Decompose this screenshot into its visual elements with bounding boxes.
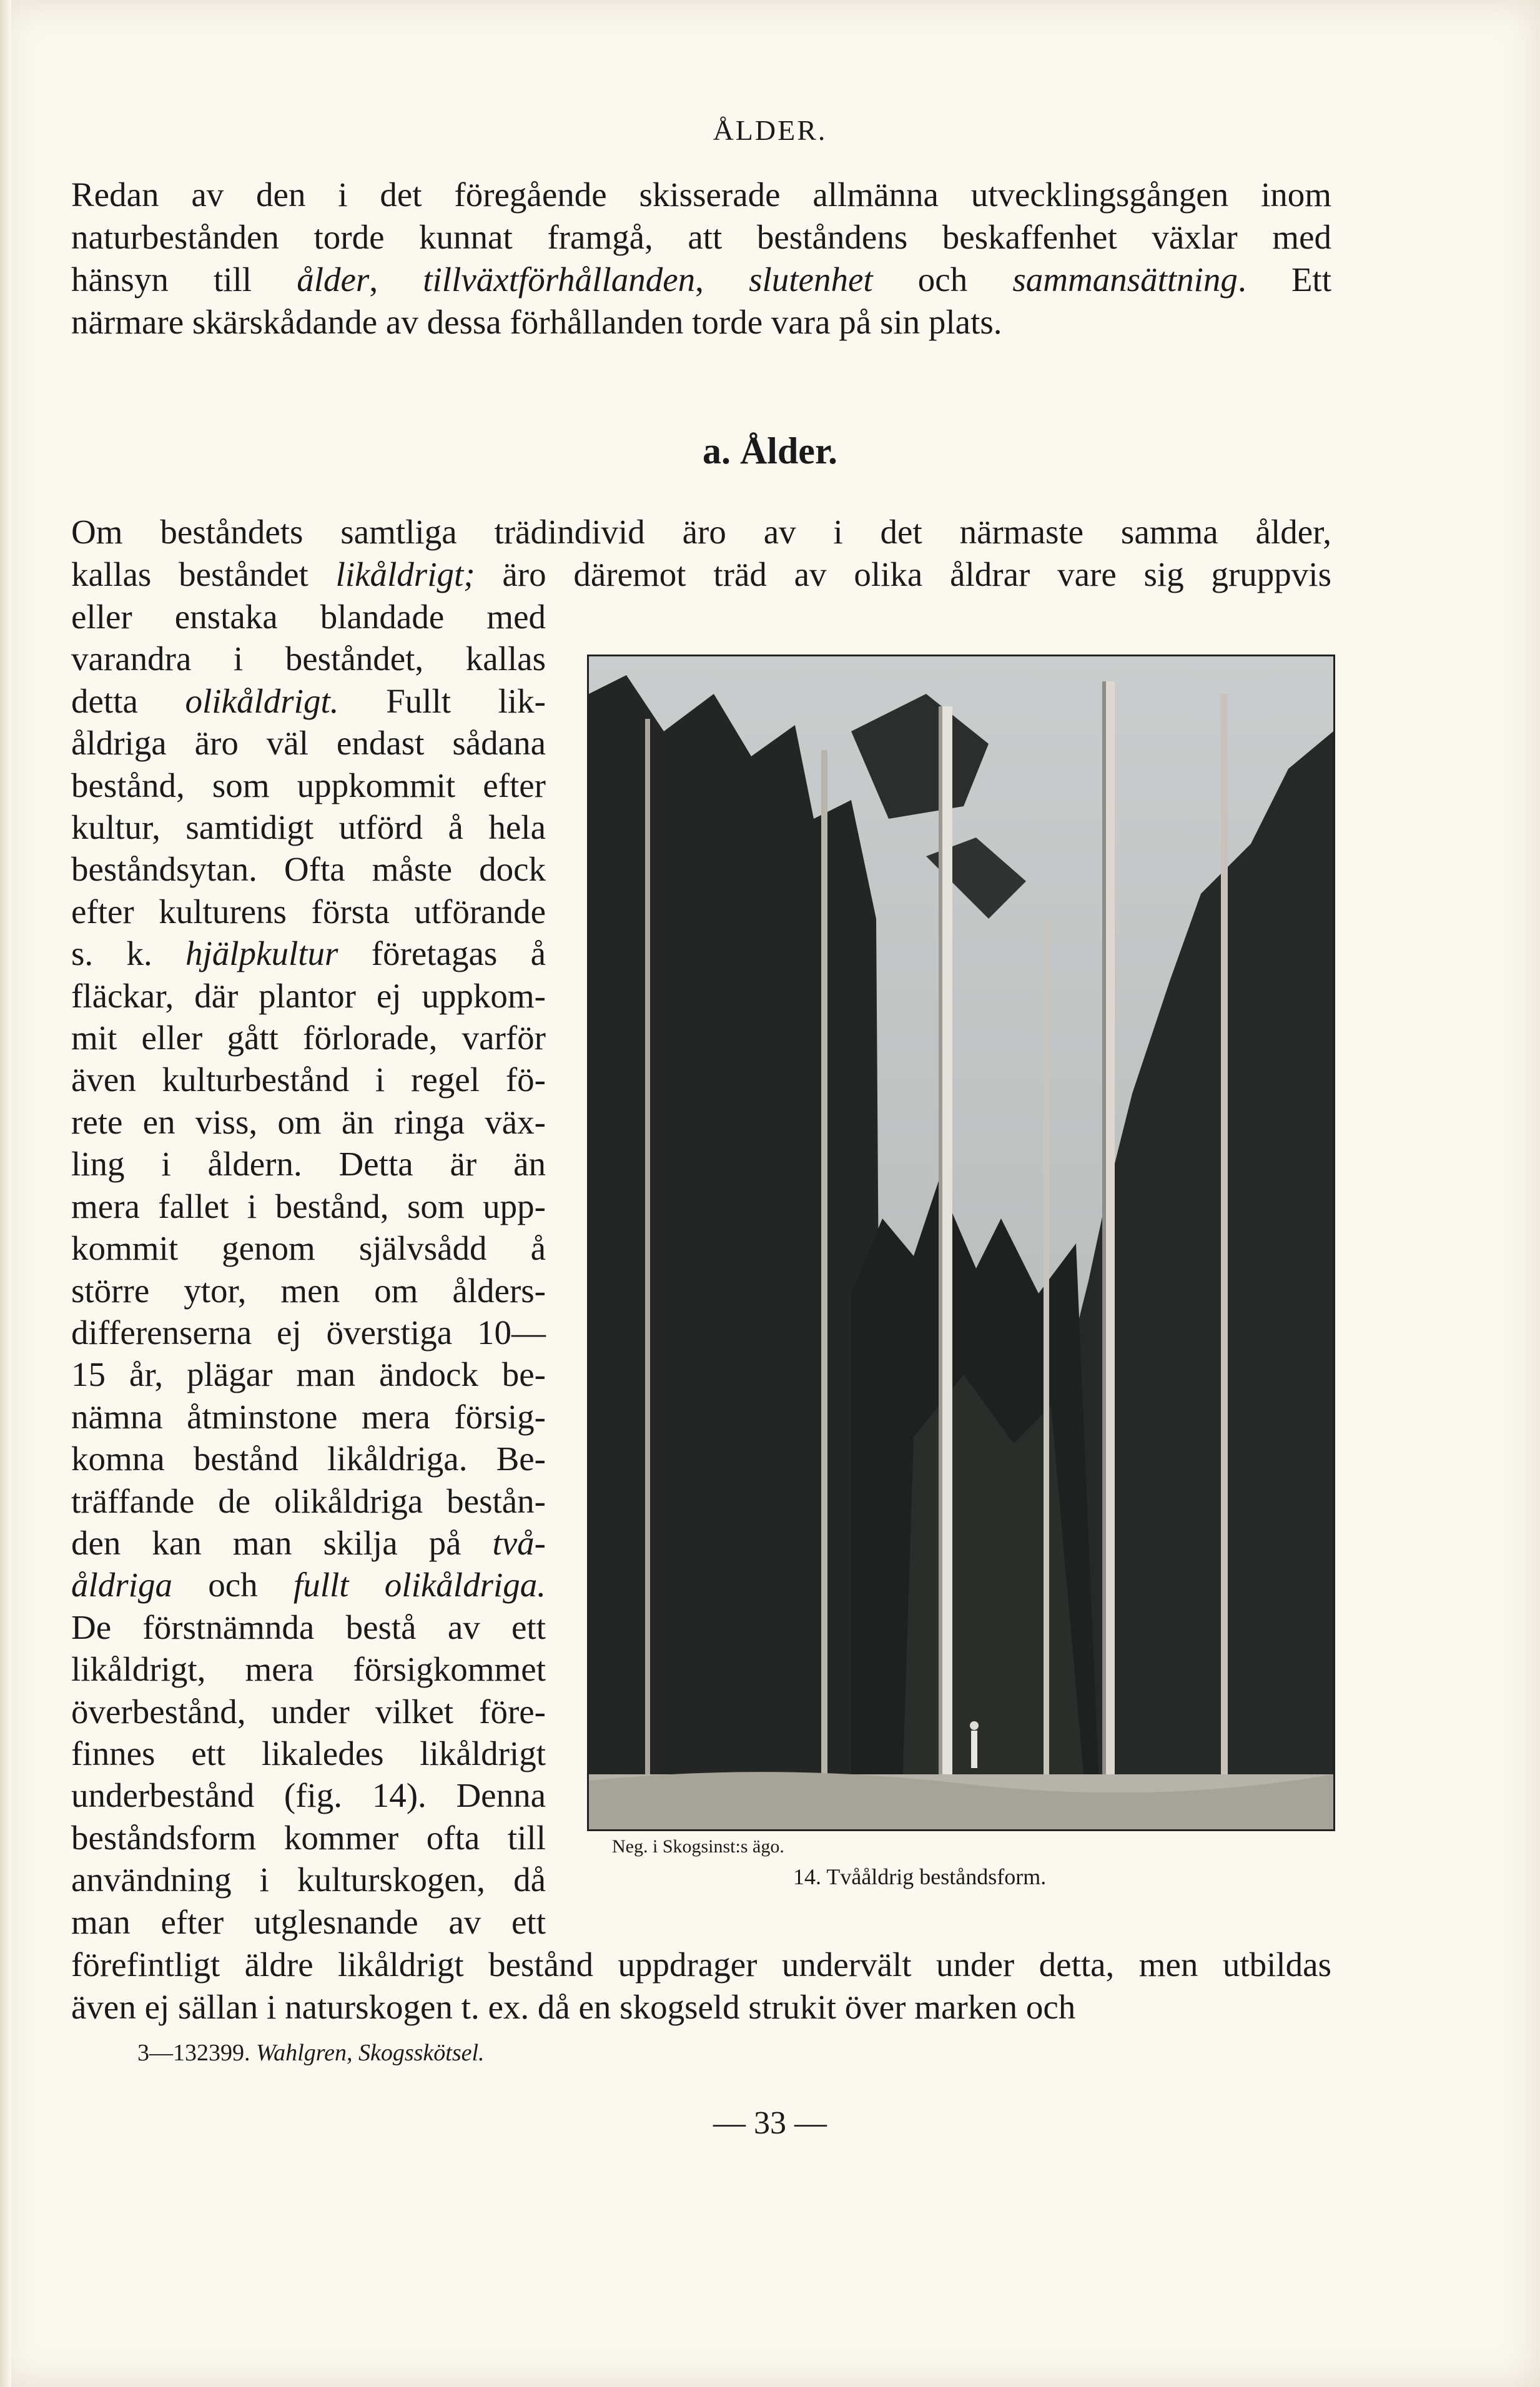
text-line [71, 1648, 546, 1690]
text-line [71, 764, 546, 806]
text-line-text: , [369, 260, 423, 299]
text-line-emphasis: sammansättning [1012, 260, 1238, 299]
text-line-text: likåldrigt, mera försigkommet [71, 1650, 546, 1689]
text-line-text: förefintligt äldre likåldrigt bestånd uppdrager undervält under detta, men utbildas [71, 1945, 1331, 1984]
text-line [71, 553, 1331, 596]
text-line-text: fläckar, där plantor ej uppkom- [71, 976, 546, 1015]
text-line [71, 975, 546, 1017]
text-line-text: beståndsform kommer ofta till [71, 1818, 546, 1857]
text-line [71, 1901, 546, 1943]
text-line-text: Redan av den i det föregående skisserade allmänna utvecklingsgången inom [71, 175, 1331, 214]
text-line-text: komna bestånd likåldriga. Be- [71, 1440, 546, 1478]
text-line [71, 1438, 546, 1480]
text-line [71, 1774, 546, 1816]
text-line [71, 1185, 546, 1227]
text-line-text: mit eller gått förlorade, varför [71, 1019, 546, 1057]
text-line [71, 216, 1331, 259]
text-line [71, 301, 1331, 343]
text-line-text: kommit genom självsådd å [71, 1229, 546, 1268]
text-line-text: efter kulturens första utförande [71, 892, 546, 931]
text-line [71, 932, 546, 974]
text-line [71, 848, 546, 890]
text-line [71, 1101, 546, 1143]
text-line [71, 1732, 546, 1774]
forest-photograph [587, 655, 1335, 1831]
text-line-text: . Ett [1237, 260, 1331, 299]
paragraph-intro [71, 174, 1331, 343]
text-line-text: Fullt lik- [338, 681, 546, 720]
text-line-text: även ej sällan i naturskogen t. ex. då en skogseld strukit över marken och [71, 1988, 1076, 2026]
page-edge [0, 0, 11, 2387]
text-line [71, 722, 546, 764]
text-line-text: kultur, samtidigt utförd å hela [71, 808, 546, 847]
text-line-text: man efter utglesnande av ett [71, 1902, 546, 1941]
text-line [71, 1944, 1331, 1986]
paragraph-alder-column [71, 596, 546, 1943]
text-line-text: naturbestånden torde kunnat framgå, att beståndens beskaffenhet växlar med [71, 218, 1331, 256]
text-line [71, 596, 546, 638]
text-line-text: bestånd, som uppkommit efter [71, 766, 546, 804]
text-line [71, 1396, 546, 1438]
text-line-text: äro däremot träd av olika åldrar vare sig gruppvis [475, 555, 1331, 593]
text-line [71, 511, 1331, 553]
text-line-text: användning i kulturskogen, då [71, 1861, 546, 1899]
text-line [71, 1986, 1331, 2029]
text-line-emphasis: fullt olikåldriga. [293, 1566, 546, 1604]
text-line-text: även kulturbestånd i regel fö- [71, 1060, 546, 1099]
text-line-emphasis: likåldrigt; [335, 555, 475, 593]
signature-emphasis: Wahlgren, Skogsskötsel. [256, 2040, 485, 2066]
text-line-text: närmare skärskådande av dessa förhållanden torde vara på sin plats. [71, 303, 1002, 341]
page-number: — 33 — [713, 2105, 827, 2141]
text-line [71, 638, 546, 680]
text-line-emphasis: olikåldrigt. [185, 681, 339, 720]
text-line-text: beståndsytan. Ofta måste dock [71, 850, 546, 889]
text-line [71, 680, 546, 722]
text-line-emphasis: åldriga [71, 1566, 172, 1604]
text-line [71, 806, 546, 848]
paragraph-alder-start [71, 511, 1331, 596]
text-line-text: underbestånd (fig. 14). Denna [71, 1776, 546, 1815]
text-line-text: 15 år, plägar man ändock be- [71, 1355, 546, 1394]
text-line-text: nämna åtminstone mera försig- [71, 1397, 546, 1436]
text-line-text: rete en viss, om än ringa väx- [71, 1102, 546, 1141]
text-line [71, 1480, 546, 1522]
text-line [71, 1143, 546, 1185]
text-line [71, 1606, 546, 1648]
text-line-text: överbestånd, under vilket före- [71, 1692, 546, 1731]
text-line-text: finnes ett likaledes likåldrigt [71, 1734, 546, 1772]
text-line-text: företagas å [338, 934, 546, 973]
text-line-emphasis: hjälpkultur [185, 934, 338, 973]
text-line-text: åldriga äro väl endast sådana [71, 724, 546, 763]
text-line [71, 1017, 546, 1059]
text-line [71, 1691, 546, 1732]
text-line-text: kallas beståndet [71, 555, 336, 593]
text-line-text: och [872, 260, 1013, 299]
text-line [71, 1564, 546, 1606]
text-line-text: träffande de olikåldriga bestån- [71, 1481, 546, 1520]
running-head: ÅLDER. [713, 114, 827, 146]
signature-text: 3—132399. [137, 2040, 256, 2066]
text-line-text: eller enstaka blandade med [71, 598, 546, 636]
text-line [71, 259, 1331, 301]
figure-caption: 14. Tvååldrig beståndsform. [793, 1864, 1047, 1889]
text-line [71, 1522, 546, 1564]
text-line-emphasis: tillväxtförhållanden [423, 260, 696, 299]
text-line [71, 1312, 546, 1353]
text-line [71, 1353, 546, 1395]
text-line-text: den kan man skilja på [71, 1523, 493, 1562]
text-line [71, 1817, 546, 1859]
text-line [71, 1227, 546, 1269]
text-line [71, 174, 1331, 216]
text-line [71, 1859, 546, 1900]
text-line-text: ling i åldern. Detta är än [71, 1145, 546, 1184]
text-line-text: De förstnämnda bestå av ett [71, 1608, 546, 1646]
text-line-text: , [695, 260, 749, 299]
text-line [71, 1059, 546, 1100]
text-line-text: detta [71, 681, 185, 720]
section-heading: a. Ålder. [702, 430, 838, 472]
text-line-text: s. k. [71, 934, 185, 973]
text-line-emphasis: två- [492, 1523, 546, 1562]
text-line-text: och [172, 1566, 294, 1604]
paragraph-alder-continued [71, 1944, 1331, 2029]
text-line-text: Om beståndets samtliga trädindivid äro av i det närmaste samma ålder, [71, 513, 1331, 551]
signature-line [137, 2039, 485, 2067]
text-line-text: varandra i beståndet, kallas [71, 640, 546, 678]
text-line-text: hänsyn till [71, 260, 297, 299]
photo-credit: Neg. i Skogsinst:s ägo. [612, 1836, 784, 1857]
text-line [71, 1270, 546, 1312]
text-line-text: mera fallet i bestånd, som upp- [71, 1187, 546, 1225]
text-line-emphasis: slutenhet [749, 260, 873, 299]
text-line [71, 891, 546, 932]
text-line-emphasis: ålder [297, 260, 370, 299]
text-line-text: större ytor, men om ålders- [71, 1271, 546, 1310]
text-line-text: differenserna ej överstiga 10— [71, 1313, 546, 1352]
